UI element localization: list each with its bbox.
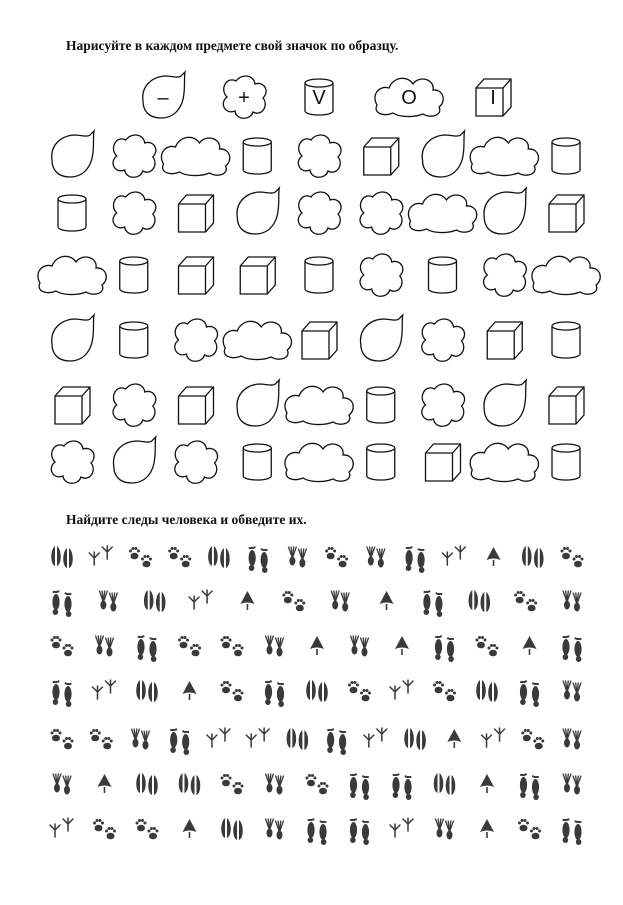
track-bird	[390, 680, 413, 699]
track-hand	[367, 547, 385, 568]
track-human	[562, 818, 581, 845]
track-hoof	[51, 546, 73, 568]
track-human	[265, 680, 284, 707]
track-paw	[282, 591, 305, 611]
sample-symbol: O	[401, 87, 417, 109]
track-duck	[447, 729, 461, 748]
track-hoof	[434, 773, 456, 795]
track-paw	[221, 774, 244, 794]
track-duck	[183, 819, 197, 838]
track-paw	[433, 681, 456, 701]
track-bird	[482, 728, 505, 747]
track-paw	[561, 547, 584, 567]
track-paw	[93, 819, 116, 839]
sample-symbol: –	[157, 87, 169, 109]
track-hoof	[179, 773, 201, 795]
track-hand	[53, 774, 71, 795]
track-hoof	[221, 818, 243, 840]
track-human	[392, 773, 411, 800]
track-paw	[129, 547, 152, 567]
track-hand	[266, 774, 284, 795]
track-hand	[96, 636, 114, 657]
track-human	[423, 590, 442, 617]
track-hoof	[306, 680, 328, 702]
track-human	[562, 635, 581, 662]
track-human	[327, 728, 346, 755]
track-grid	[50, 546, 584, 845]
track-hand	[99, 591, 117, 612]
track-paw	[306, 774, 329, 794]
track-hand	[132, 729, 150, 750]
track-bird	[364, 728, 387, 747]
track-human	[52, 680, 71, 707]
track-human	[520, 680, 539, 707]
track-paw	[325, 547, 348, 567]
track-bird	[93, 680, 116, 699]
track-human	[170, 728, 189, 755]
track-bird	[189, 590, 212, 609]
track-hand	[266, 636, 284, 657]
track-human	[350, 818, 369, 845]
track-hoof	[404, 728, 426, 750]
track-hand	[266, 819, 284, 840]
track-human	[435, 635, 454, 662]
track-paw	[51, 729, 74, 749]
track-bird	[246, 728, 269, 747]
track-hand	[288, 547, 306, 568]
track-human	[307, 818, 326, 845]
track-bird	[442, 546, 465, 565]
track-hoof	[136, 680, 158, 702]
track-human	[405, 546, 424, 573]
track-human	[52, 590, 71, 617]
track-paw	[514, 591, 537, 611]
track-hand	[563, 774, 581, 795]
track-hoof	[522, 546, 544, 568]
track-paw	[178, 636, 201, 656]
track-paw	[136, 819, 159, 839]
track-duck	[183, 681, 197, 700]
track-bird	[50, 818, 73, 837]
track-human	[249, 546, 268, 573]
track-hand	[563, 591, 581, 612]
track-duck	[380, 591, 394, 610]
task1-title: Нарисуйте в каждом предмете свой значок по образцу.	[66, 38, 399, 53]
track-hoof	[144, 590, 166, 612]
track-paw	[51, 636, 74, 656]
track-paw	[221, 636, 244, 656]
track-bird	[207, 728, 230, 747]
track-hoof	[287, 728, 309, 750]
track-hoof	[476, 680, 498, 702]
track-hoof	[469, 590, 491, 612]
track-duck	[98, 774, 112, 793]
track-duck	[310, 636, 324, 655]
track-paw	[476, 636, 499, 656]
sample-symbol: I	[490, 87, 496, 109]
track-paw	[518, 819, 541, 839]
sample-symbol: V	[312, 87, 326, 109]
track-duck	[480, 774, 494, 793]
track-hand	[331, 591, 349, 612]
track-paw	[521, 729, 544, 749]
track-paw	[348, 681, 371, 701]
sample-symbol: +	[238, 87, 250, 109]
track-hoof	[136, 773, 158, 795]
task2-title: Найдите следы человека и обведите их.	[66, 512, 307, 527]
track-paw	[90, 729, 113, 749]
track-hand	[351, 636, 369, 657]
track-bird	[390, 818, 413, 837]
track-paw	[221, 681, 244, 701]
track-hoof	[208, 546, 230, 568]
track-duck	[480, 819, 494, 838]
track-hand	[563, 681, 581, 702]
track-hand	[436, 819, 454, 840]
track-hand	[563, 729, 581, 750]
track-duck	[523, 636, 537, 655]
track-paw	[168, 547, 191, 567]
track-human	[350, 773, 369, 800]
track-duck	[487, 547, 501, 566]
track-duck	[395, 636, 409, 655]
track-human	[137, 635, 156, 662]
track-human	[520, 773, 539, 800]
track-bird	[89, 546, 112, 565]
track-duck	[240, 591, 254, 610]
